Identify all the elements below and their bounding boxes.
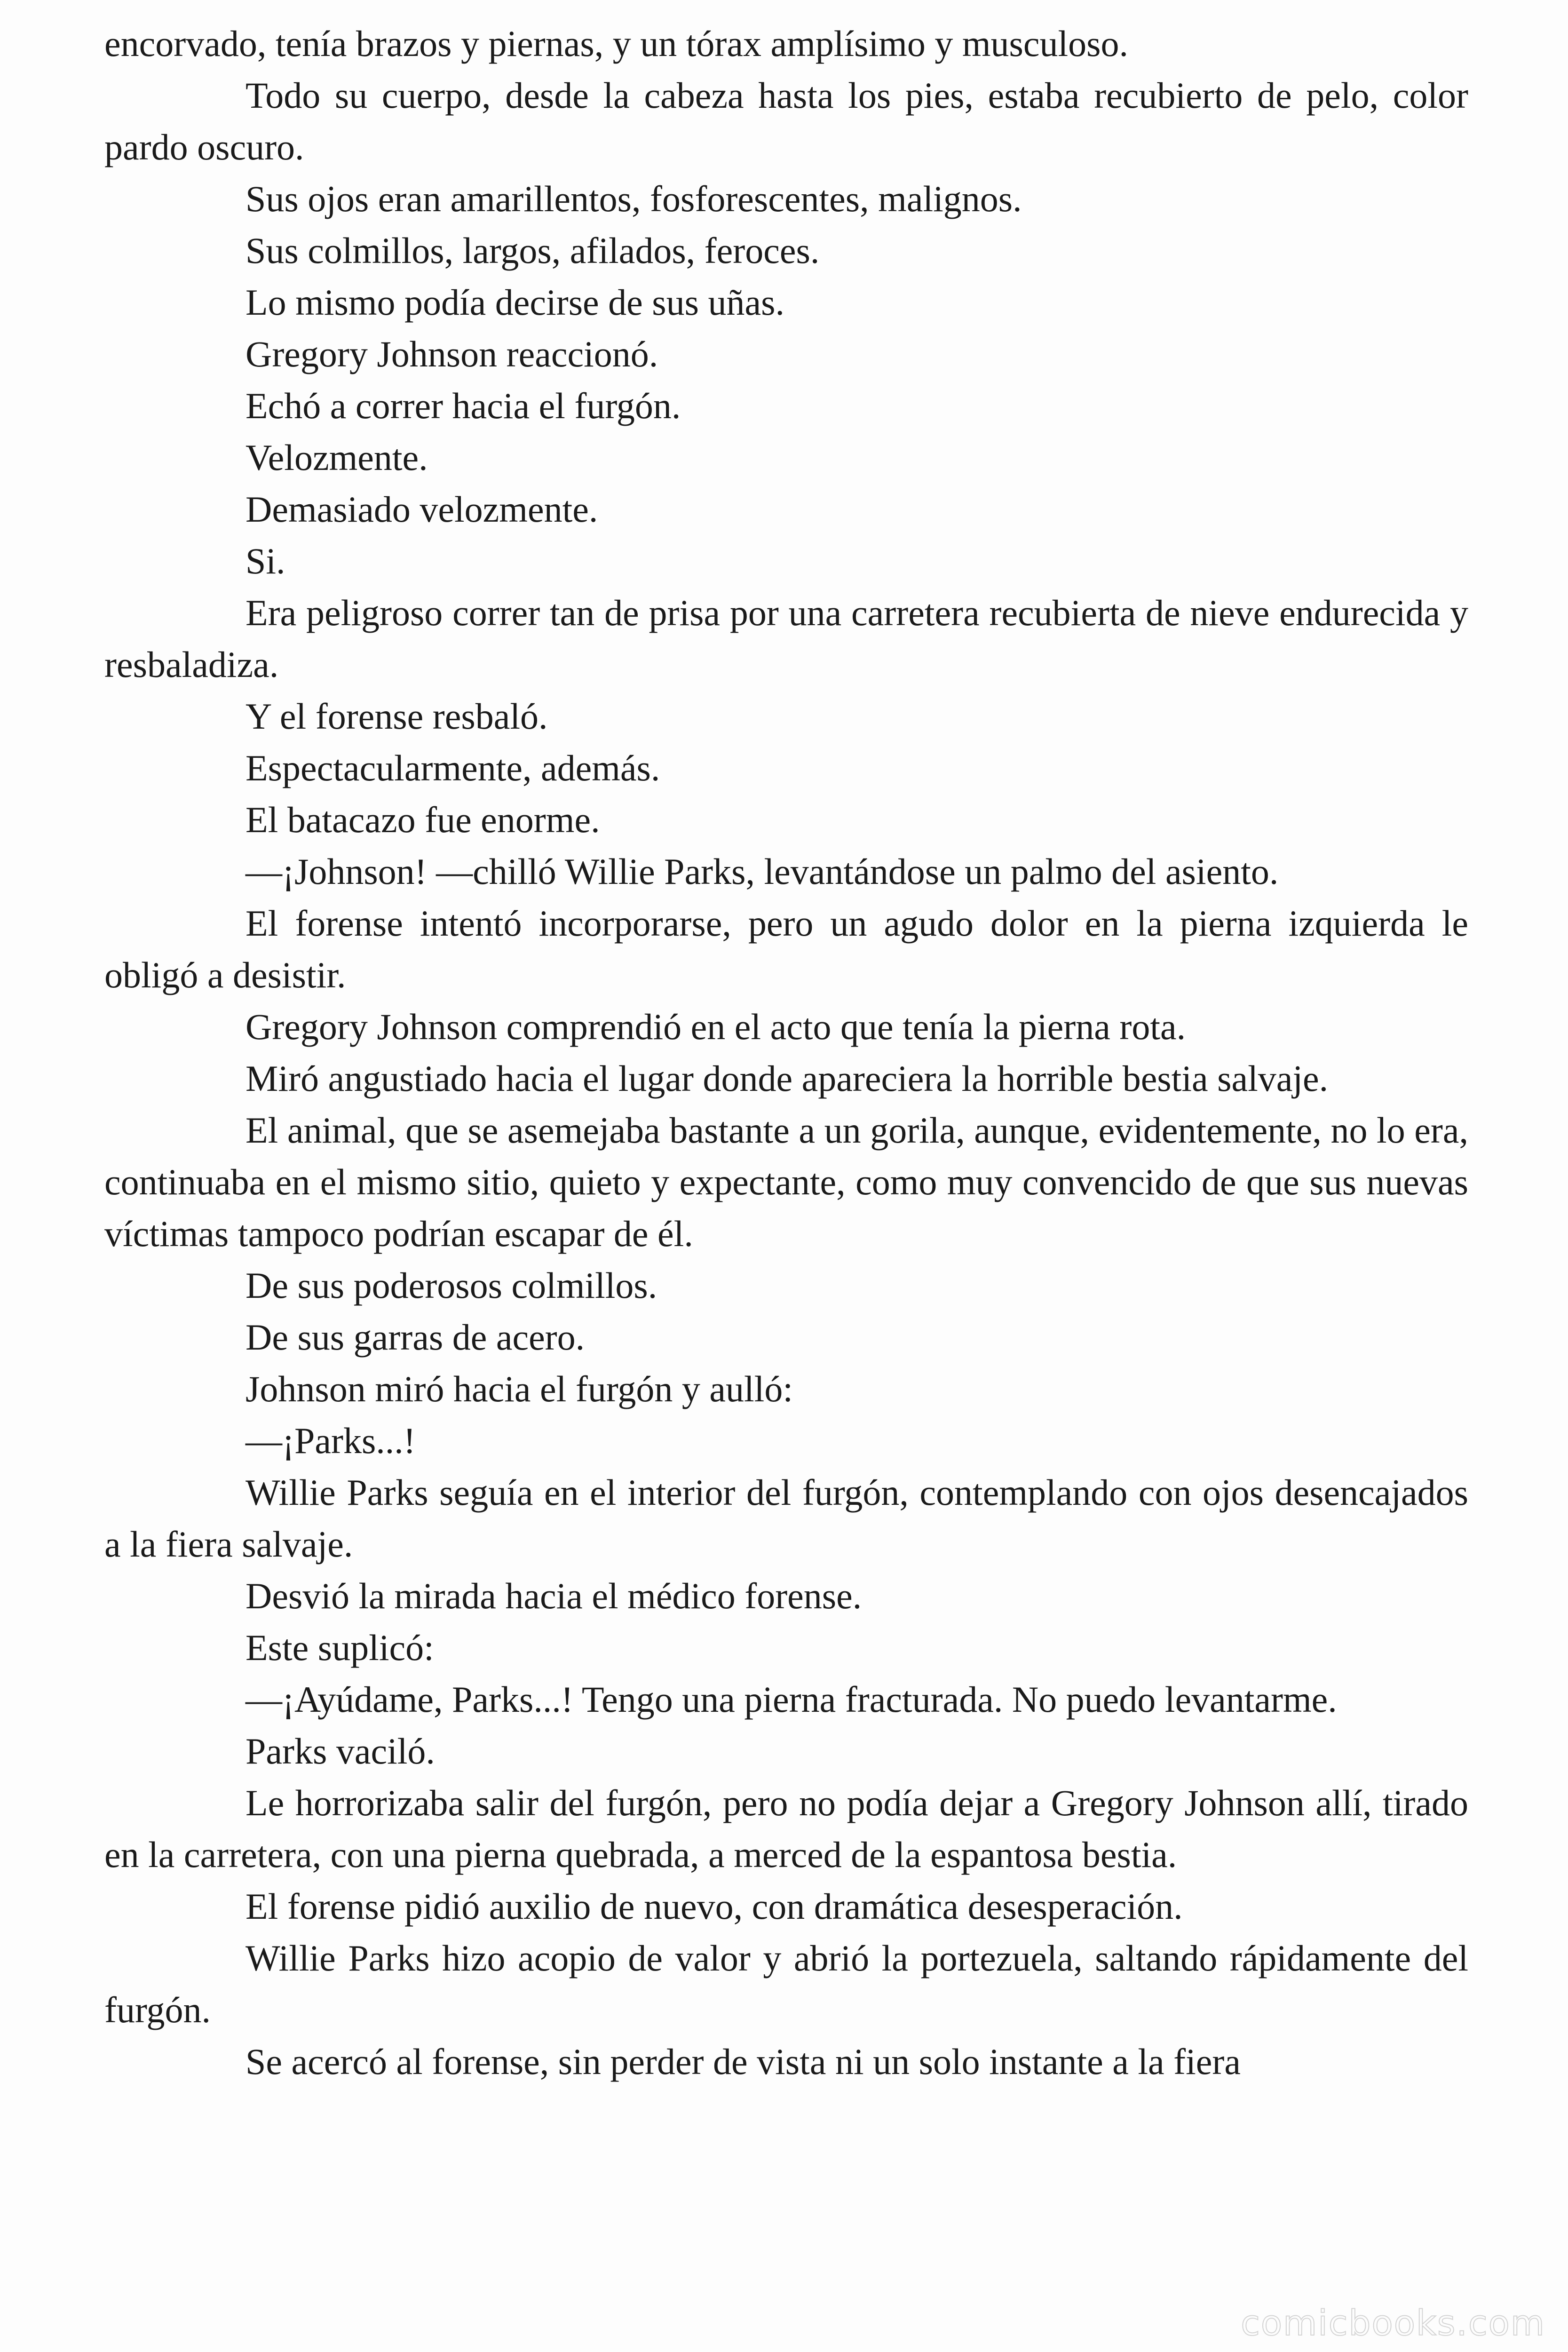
- paragraph: Willie Parks hizo acopio de valor y abrió la portezuela, saltando rápidamente del furgón.: [104, 1938, 1468, 2030]
- paragraph: El forense intentó incorporarse, pero un agudo dolor en la pierna izquierda le obligó a desistir.: [104, 903, 1468, 995]
- paragraph: El batacazo fue enorme.: [245, 799, 600, 840]
- paragraph: Echó a correr hacia el furgón.: [245, 385, 681, 426]
- paragraph: Sus colmillos, largos, afilados, feroces.: [245, 230, 820, 271]
- paragraph: Demasiado velozmente.: [245, 489, 598, 530]
- paragraph: Le horrorizaba salir del furgón, pero no podía dejar a Gregory Johnson allí, tirado en la carretera, con una pierna quebrada, a merced de la espantosa bestia.: [104, 1782, 1468, 1875]
- watermark: comicbooks.com: [1241, 2303, 1545, 2344]
- paragraph: De sus garras de acero.: [245, 1317, 585, 1358]
- dialogue-paragraph: —¡Parks...!: [245, 1420, 416, 1461]
- paragraph: Si.: [245, 540, 285, 581]
- paragraph: El forense pidió auxilio de nuevo, con dramática desesperación.: [245, 1886, 1183, 1927]
- paragraph: Y el forense resbaló.: [245, 696, 548, 737]
- paragraph: Gregory Johnson reaccionó.: [245, 334, 658, 374]
- paragraph: Lo mismo podía decirse de sus uñas.: [245, 282, 784, 323]
- paragraph: Gregory Johnson comprendió en el acto que tenía la pierna rota.: [245, 1006, 1186, 1047]
- paragraph: De sus poderosos colmillos.: [245, 1265, 657, 1306]
- paragraph: Se acercó al forense, sin perder de vista ni un solo instante a la fiera: [245, 2041, 1241, 2082]
- paragraph: Velozmente.: [245, 437, 428, 478]
- paragraph: Desvió la mirada hacia el médico forense.: [245, 1575, 862, 1616]
- paragraph: Miró angustiado hacia el lugar donde apareciera la horrible bestia salvaje.: [245, 1058, 1329, 1099]
- body-text: [104, 18, 1468, 2088]
- paragraph: Espectacularmente, además.: [245, 747, 660, 788]
- paragraph: Todo su cuerpo, desde la cabeza hasta los pies, estaba recubierto de pelo, color pardo oscuro.: [104, 75, 1468, 167]
- dialogue-paragraph: —¡Johnson! —chilló Willie Parks, levantándose un palmo del asiento.: [245, 851, 1279, 892]
- paragraph: Este suplicó:: [245, 1627, 434, 1668]
- paragraph: Johnson miró hacia el furgón y aulló:: [245, 1368, 793, 1409]
- paragraph: Era peligroso correr tan de prisa por una carretera recubierta de nieve endurecida y resbaladiza.: [104, 592, 1468, 685]
- paragraph: Willie Parks seguía en el interior del furgón, contemplando con ojos desencajados a la fiera salvaje.: [104, 1472, 1468, 1565]
- paragraph: Parks vaciló.: [245, 1731, 435, 1772]
- paragraph: El animal, que se asemejaba bastante a un gorila, aunque, evidentemente, no lo era, continuaba en el mismo sitio, quieto y expectante, como muy convencido de que sus nuevas víctimas tampoco podrían escapar de él.: [104, 1110, 1468, 1254]
- dialogue-paragraph: —¡Ayúdame, Parks...! Tengo una pierna fracturada. No puedo levantarme.: [245, 1679, 1337, 1720]
- paragraph: encorvado, tenía brazos y piernas, y un tórax amplísimo y musculoso.: [104, 23, 1128, 64]
- paragraph: Sus ojos eran amarillentos, fosforescentes, malignos.: [245, 178, 1022, 219]
